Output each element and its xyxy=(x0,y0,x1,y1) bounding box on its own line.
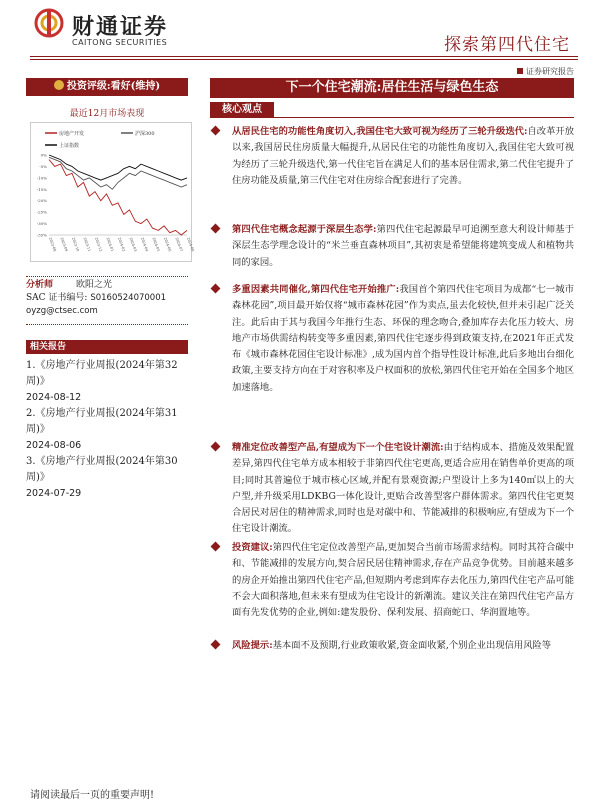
legend-label-s3: 上证指数 xyxy=(59,143,80,149)
point-body: 自改革开放以来,我国居民住房质量大幅提升,从居民住宅的功能性角度切入,我国住宅大致可视为经历了三轮升级迭代,第一代住宅旨在满足人们的基本居住需求,第二代住宅提升了住房功能及质量,第三代住宅对住房综合配套进行了完善。 xyxy=(232,126,574,186)
x-tick-label: 2024-06 xyxy=(163,236,172,253)
analyst-name: 欧阳之光 xyxy=(76,280,113,290)
related-reports-header: 相关报告 xyxy=(26,340,188,354)
sac-label: SAC 证书编号: xyxy=(26,293,88,303)
y-axis xyxy=(37,153,187,238)
x-tick-label: 2023-10 xyxy=(71,236,80,253)
y-tick-label: -20% xyxy=(36,198,47,204)
x-tick-label: 2024-05 xyxy=(151,236,161,253)
point-item xyxy=(212,440,574,538)
rating-banner xyxy=(26,78,188,96)
x-tick-label: 2024-03 xyxy=(128,236,138,253)
point-body: 由于结构成本、措施及效果配置差异,第四代住宅单方成本相较于非第四代住宅更高,更适合应用在销售单价更高的项目;同时其普遍位于城市核心区域,并配有景观资源;户型设计上多为140㎡以上的大户型,并升级采用LDKBG一体化设计,更贴合改善型客户群体需求。第四代住宅更契合居民对居住的精神需求,同时也是对碳中和、节能减排的积极响应,有望成为下一个住宅设计潮流。 xyxy=(232,442,574,535)
x-tick-label: 2023-12 xyxy=(94,236,103,253)
point-item xyxy=(212,222,574,271)
related-report-date: 2024-08-12 xyxy=(26,392,82,403)
header-divider xyxy=(30,56,578,57)
x-tick-label: 2024-07 xyxy=(174,236,184,253)
point-item xyxy=(212,282,574,396)
header-divider-2 xyxy=(30,59,578,60)
point-lead: 第四代住宅概念起源于深层生态学: xyxy=(232,224,377,235)
point-lead: 投资建议: xyxy=(232,542,273,553)
y-tick-label: -35% xyxy=(36,232,47,238)
point-lead: 多重因素共同催化,第四代住宅开始推广: xyxy=(232,284,400,295)
x-tick-label: 2024-08 xyxy=(186,236,195,253)
logo-text-en: CAITONG SECURITIES xyxy=(72,38,168,47)
sac-number: S0160524070001 xyxy=(90,293,167,303)
point-item xyxy=(212,638,574,654)
legend-label-s2: 沪深300 xyxy=(135,131,155,137)
series-line-shanghai xyxy=(49,155,187,180)
disclaimer-note: 请阅读最后一页的重要声明! xyxy=(30,790,155,801)
report-title: 下一个住宅潮流:居住生活与绿色生态 xyxy=(210,78,574,98)
y-tick-label: -5% xyxy=(39,163,47,169)
x-tick-label: 2023-11 xyxy=(82,236,92,253)
y-tick-label: -30% xyxy=(36,221,47,227)
performance-title: 最近12月市场表现 xyxy=(69,109,145,119)
analyst-email[interactable]: oyzg@ctsec.com xyxy=(26,306,98,316)
x-tick-label: 2024-02 xyxy=(117,236,126,253)
point-item xyxy=(212,540,574,621)
x-tick-label: 2024-01 xyxy=(105,236,115,253)
related-report-date: 2024-07-29 xyxy=(26,488,82,499)
analyst-info xyxy=(26,276,188,325)
y-tick-label: -25% xyxy=(36,209,47,215)
x-tick-label: 2023-09 xyxy=(59,236,69,253)
analyst-label: 分析师 xyxy=(26,280,54,290)
market-performance-chart xyxy=(30,122,195,262)
point-lead: 从居民住宅的功能性角度切入,我国住宅大致可视为经历了三轮升级迭代: xyxy=(232,126,528,137)
y-tick-label: -10% xyxy=(36,175,47,181)
y-tick-label: -15% xyxy=(36,186,47,192)
company-logo xyxy=(34,8,184,48)
point-body: 我国首个第四代住宅项目为成都“七一城市森林花园”,项目最开始仅将“城市森林花园”作为卖点,虽去化较快,但并未引起广泛关注。此后由于其与我国今年推行生态、环保的理念吻合,叠加库存去化压力较大、房地产市场供需结构转变等多重因素,第四代住宅逐步得到政策支持,在2021年正式发布《城市森林花园住宅设计标准》,成为国内首个指导性设计标准,此后多地出台细化政策,主要支持方向在于对容积率及户权面积的放松,第四代住宅开始在全国多个地区加速落地。 xyxy=(232,284,574,393)
x-axis xyxy=(48,237,195,253)
page-header xyxy=(0,0,600,76)
point-body: 第四代住宅定位改善型产品,更加契合当前市场需求结构。同时其符合碳中和、节能减排的发展方向,契合居民居住精神需求,存在产品竞争优势。目前越来越多的房企开始推出第四代住宅产品,但短期内考虑到库存去化压力,第四代住宅产品可能不会大面积落地,但未来有望成为住宅设计的新潮流。建议关注在第四代住宅产品方面有先发优势的企业,例如:建发股份、保利发展、招商蛇口、华润置地等。 xyxy=(232,542,574,619)
report-type-label: 证券研究报告 xyxy=(526,67,574,76)
related-report-date: 2024-08-06 xyxy=(26,440,82,451)
series-line-real-estate xyxy=(49,160,187,235)
related-reports-list xyxy=(26,358,196,502)
logo-text-cn: 财通证券 xyxy=(72,15,169,40)
core-views-divider xyxy=(210,117,574,118)
related-report-title[interactable]: 1.《房地产行业周报(2024年第32周)》 xyxy=(26,360,178,387)
logo-mark-icon xyxy=(34,8,64,38)
square-bullet-icon xyxy=(517,68,523,74)
coin-icon xyxy=(54,80,64,90)
core-views-tab: 核心观点 xyxy=(210,102,274,118)
point-body: 基本面不及预期,行业政策收紧,资金面收紧,个别企业出现信用风险等 xyxy=(272,640,552,651)
point-lead: 精准定位改善型产品,有望成为下一个住宅设计潮流: xyxy=(232,442,444,453)
point-item xyxy=(212,124,574,189)
rating-label: 投资评级:看好(维持) xyxy=(66,81,161,92)
chart-legend xyxy=(45,130,155,149)
point-lead: 风险提示: xyxy=(232,640,273,651)
point-body: 第四代住宅起源最早可追溯至意大利设计师基于深层生态学理念设计的“米兰垂直森林项目”,其初衷是希望能将建筑变成人和植物共同的家园。 xyxy=(232,224,574,268)
related-report-title[interactable]: 3.《房地产行业周报(2024年第30周)》 xyxy=(26,456,178,483)
legend-label-s1: 房地产开发 xyxy=(59,131,85,137)
y-tick-label: 0% xyxy=(40,152,47,158)
x-tick-label: 2024-04 xyxy=(140,236,149,253)
related-report-title[interactable]: 2.《房地产行业周报(2024年第31周)》 xyxy=(26,408,178,435)
series-title: 探索第四代住宅 xyxy=(444,35,570,55)
x-tick-label: 2023-08 xyxy=(48,236,57,253)
report-type xyxy=(517,66,574,77)
